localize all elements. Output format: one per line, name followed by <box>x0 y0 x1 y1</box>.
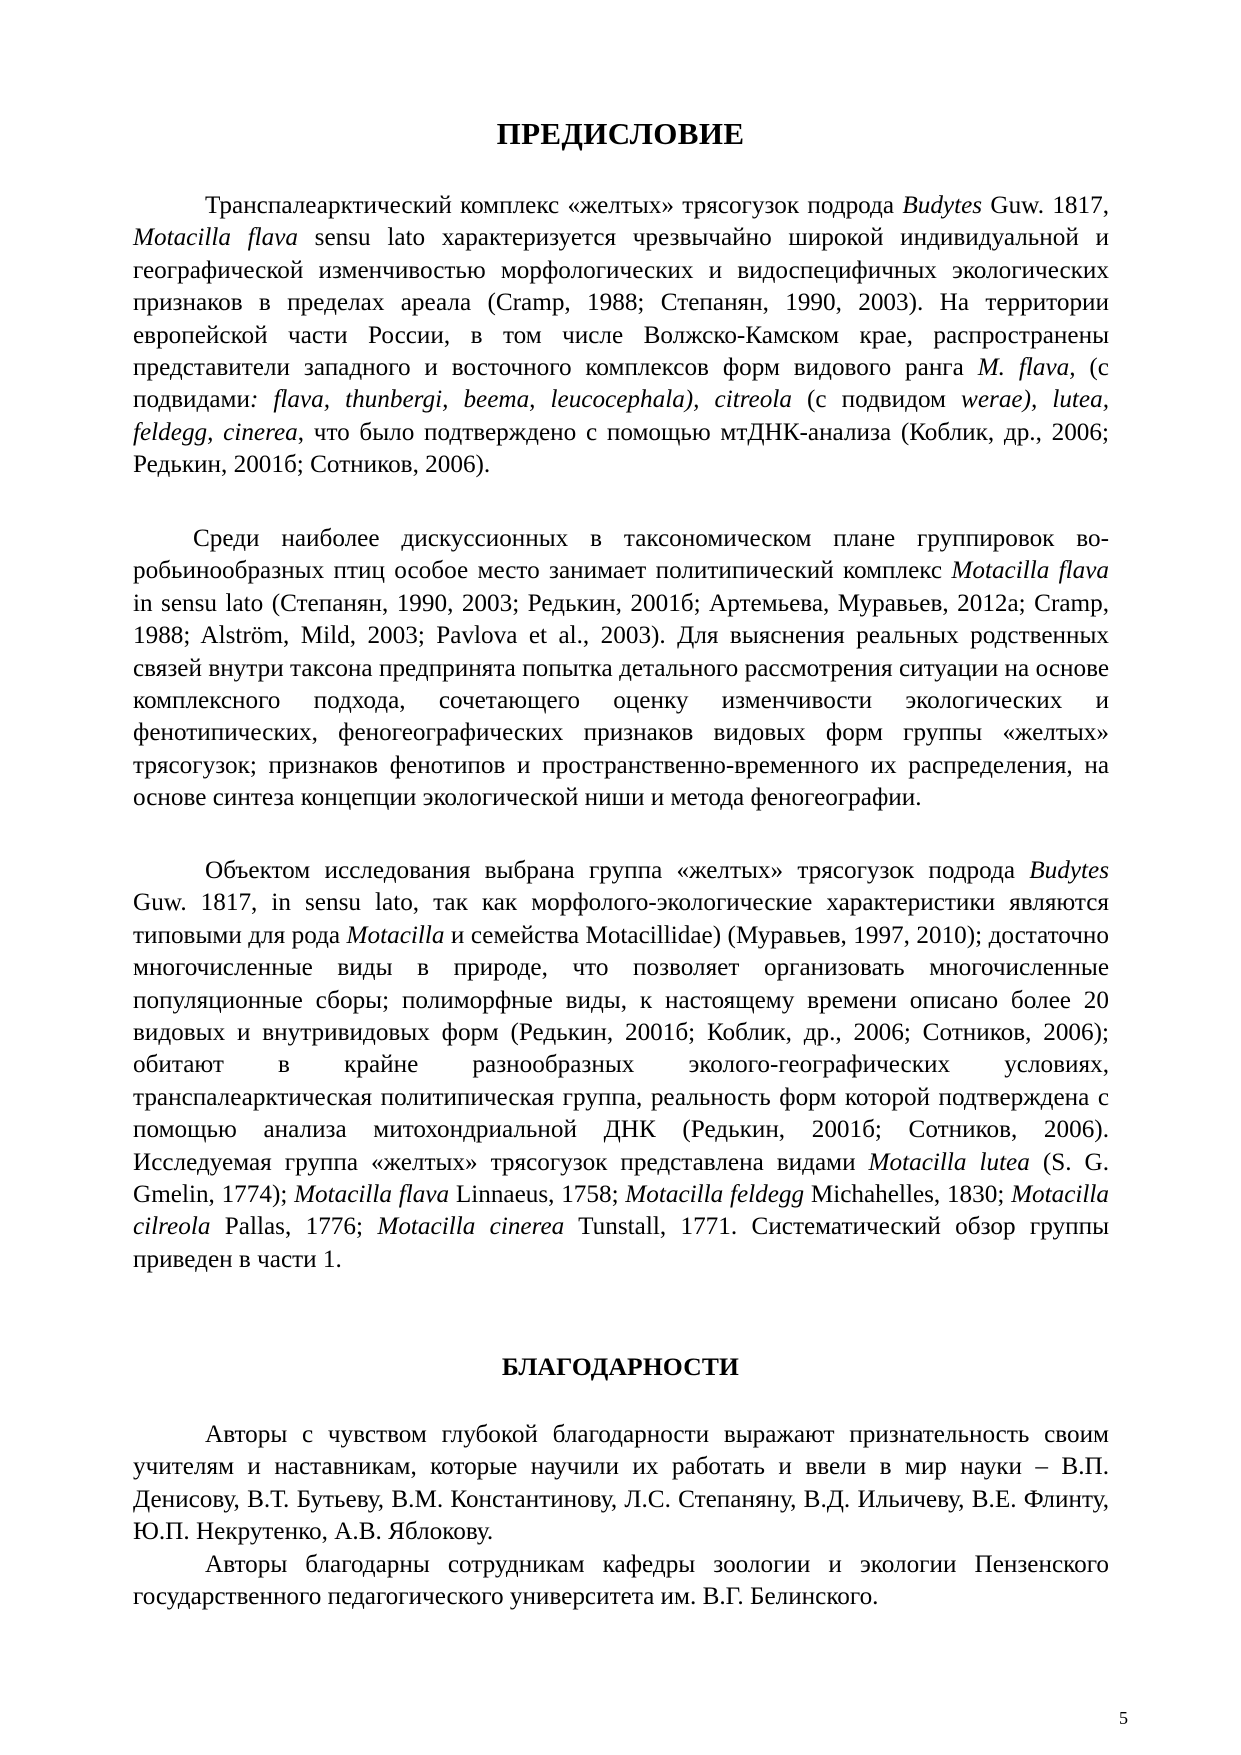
italic-text: Motacilla <box>346 921 445 949</box>
paragraph <box>133 523 1109 815</box>
text-run: , что было подтверждено с помощью мтДНК-анализа (Коблик, др., 2006; Редькин, 2001б; Сотников, 2006). <box>133 418 1109 479</box>
section-heading: БЛАГОДАРНОСТИ <box>501 1352 740 1381</box>
text-run: и семейства Motacillidae) (Муравьев, 1997, 2010); достаточно многочисленные виды в природе, что позволяет организовать многочисленные популяционные сборы; полиморфные виды, к настоящему времени описано более 20 видовых и внутривидовых форм (Редькин, 2001б; Коблик, др., 2006; Сотников, 2006); обитают в крайне разнообразных эколого-географических условиях, транспалеарктическая политипическая группа, реальность форм которой подтверждена с помощью анализа митохондриальной ДНК (Редькин, 2001б; Сотников, 2006). Исследуемая группа «желтых» трясогузок представлена видами <box>133 921 1109 1176</box>
italic-text: Motacilla lutea <box>868 1148 1030 1176</box>
text-run: Авторы с чувством глубокой благодарности выражают признательность своим учителям и наставникам, которые научили их работать и ввели в мир науки – В.П. Денисову, В.Т. Бутьеву, В.М. Константинову, Л.С. Степаняну, В.Д. Ильичеву, В.Е. Флинту, Ю.П. Некрутенко, А.В. Яблокову. <box>133 1421 1109 1546</box>
text-run: (с подвидами <box>133 354 1109 414</box>
page-number: 5 <box>1119 1708 1128 1728</box>
text-run: Guw. 1817, in sensu lato, так как морфолого-экологические характеристики являются типовыми для рода <box>133 889 1109 949</box>
text-run: Среди наиболее дискуссионных в таксономическом плане группировок воробьинообразных птиц особое место занимает политипический комплекс <box>133 525 1109 585</box>
italic-text: : flava, thunbergi, beema, leucocephala), citreola <box>249 386 792 414</box>
text-run: sensu lato характеризуется чрезвычайно широкой индивидуальной и географической изменчивостью морфологических и видоспецифичных экологических признаков в пределах ареала (Cramp, 1988; Степанян, 1990, 2003). На территории европейской части России, в том числе Волжско-Камском крае, распространены представители западного и восточного комплексов форм видового ранга <box>133 224 1109 382</box>
italic-text: M. flava, <box>977 354 1076 382</box>
text-run: in sensu lato (Степанян, 1990, 2003; Редькин, 2001б; Артемьева, Муравьев, 2012а; Cramp, 1988; Alström, Mild, 2003; Pavlova et al., 2003). Для выяснения реальных родственных связей внутри таксона предпринята попытка детального рассмотрения ситуации на основе комплексного подхода, сочетающего оценку изменчивости экологических и фенотипических, феногеографических признаков видовых форм группы «желтых» трясогузок; признаков фенотипов и пространственно-временного их распределения, на основе синтеза концепции экологической ниши и метода феногеографии. <box>133 589 1109 812</box>
italic-text: Budytes <box>902 192 983 219</box>
italic-text: Motacilla flava <box>133 224 298 252</box>
text-run: Транспалеарктический комплекс «желтых» трясогузок подрода <box>205 192 903 219</box>
italic-text: Motacilla cinerea <box>377 1213 565 1241</box>
italic-text: Motacilla flava <box>294 1181 450 1209</box>
paragraph <box>133 1549 1109 1614</box>
paragraph <box>133 1419 1109 1549</box>
text-run: Pallas, 1776; <box>210 1213 378 1241</box>
text-run: Michahelles, 1830; <box>804 1181 1012 1209</box>
italic-text: Motacilla cilreola <box>133 1181 1110 1241</box>
text-run: Linnaeus, 1758; <box>449 1181 626 1209</box>
page-title: ПРЕДИСЛОВИЕ <box>496 116 745 151</box>
text-run: (с подвидом <box>791 386 962 414</box>
italic-text: Budytes <box>1029 857 1109 884</box>
italic-text: Motacilla feldegg <box>625 1181 805 1209</box>
italic-text: werae), lutea, feldegg, cinerea <box>133 386 1109 446</box>
text-run: Объектом исследования выбрана группа «желтых» трясогузок подрода <box>205 857 1030 884</box>
text-run: (S. G. Gmelin, 1774); <box>133 1148 1110 1209</box>
paragraph <box>133 190 1109 482</box>
paragraph <box>133 855 1109 1276</box>
text-run: Tunstall, 1771. Систематический обзор группы приведен в части 1. <box>133 1213 1109 1273</box>
italic-text: Motacilla flava <box>951 557 1110 585</box>
text-run: Авторы благодарны сотрудникам кафедры зоологии и экологии Пензенского государственного педагогического университета им. В.Г. Белинского. <box>133 1551 1109 1611</box>
text-run: Guw. 1817, <box>982 192 1109 219</box>
